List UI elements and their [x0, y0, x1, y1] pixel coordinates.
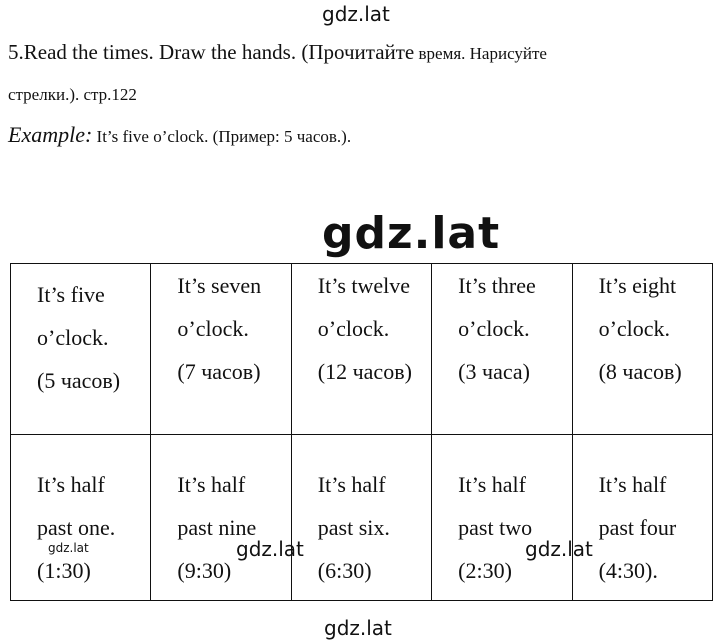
- table-cell: [291, 264, 431, 435]
- cell-line: o’clock.: [598, 316, 671, 341]
- cell-line: It’s half: [458, 472, 526, 497]
- watermark-mid-right: gdz.lat: [525, 537, 593, 561]
- cell-line: (6:30): [317, 558, 372, 583]
- cell-line: past two: [458, 515, 533, 540]
- cell-line: (2:30): [458, 558, 512, 583]
- task-heading: [8, 40, 547, 65]
- cell-line: It’s five: [37, 282, 105, 307]
- cell-line: past nine: [177, 515, 257, 540]
- times-table: [10, 263, 713, 601]
- cell-line: o’clock.: [37, 325, 109, 350]
- cell-line: It’s half: [37, 472, 105, 497]
- cell-line: It’s half: [177, 472, 246, 497]
- cell-line: past six.: [317, 515, 390, 540]
- table-cell: [572, 264, 712, 435]
- cell-line: It’s eight: [598, 273, 677, 298]
- table-cell: [11, 264, 151, 435]
- table-row: [11, 264, 713, 435]
- watermark-mid-left: gdz.lat: [236, 537, 304, 561]
- cell-line: (8 часов): [598, 359, 682, 384]
- task-heading-en: 5.Read the times. Draw the hands. (Прочитайте: [8, 40, 415, 64]
- table-cell: [432, 435, 572, 601]
- cell-line: (9:30): [177, 558, 232, 583]
- example-text: It’s five o’clock. (Пример: 5 часов.).: [92, 127, 352, 146]
- cell-line: (1:30): [37, 558, 91, 583]
- cell-line: (3 часа): [458, 359, 530, 384]
- task-heading-ru: время. Нарисуйте: [414, 44, 547, 63]
- watermark-small: gdz.lat: [48, 541, 89, 555]
- task-heading-continued: стрелки.). стр.122: [8, 85, 137, 104]
- example-label: Example:: [8, 122, 93, 147]
- cell-line: past one.: [37, 515, 116, 540]
- cell-line: o’clock.: [317, 316, 390, 341]
- example-line: [8, 122, 351, 148]
- cell-line: It’s seven: [177, 273, 262, 298]
- table-cell: [572, 435, 712, 601]
- cell-line: past four: [598, 515, 677, 540]
- cell-line: o’clock.: [177, 316, 249, 341]
- watermark-bottom: gdz.lat: [324, 616, 392, 640]
- table-row: [11, 435, 713, 601]
- table-cell: [432, 264, 572, 435]
- cell-line: (7 часов): [177, 359, 261, 384]
- cell-line: (4:30).: [598, 558, 658, 583]
- cell-line: It’s half: [317, 472, 386, 497]
- cell-line: o’clock.: [458, 316, 530, 341]
- cell-line: It’s half: [598, 472, 667, 497]
- table-cell: [151, 435, 291, 601]
- cell-line: (5 часов): [37, 368, 121, 393]
- cell-line: (12 часов): [317, 359, 412, 384]
- table-cell: [151, 264, 291, 435]
- table-cell: [11, 435, 151, 601]
- table-cell: [291, 435, 431, 601]
- watermark-top: gdz.lat: [322, 2, 390, 26]
- cell-line: It’s twelve: [317, 273, 411, 298]
- watermark-big: gdz.lat: [322, 208, 501, 259]
- cell-line: It’s three: [458, 273, 536, 298]
